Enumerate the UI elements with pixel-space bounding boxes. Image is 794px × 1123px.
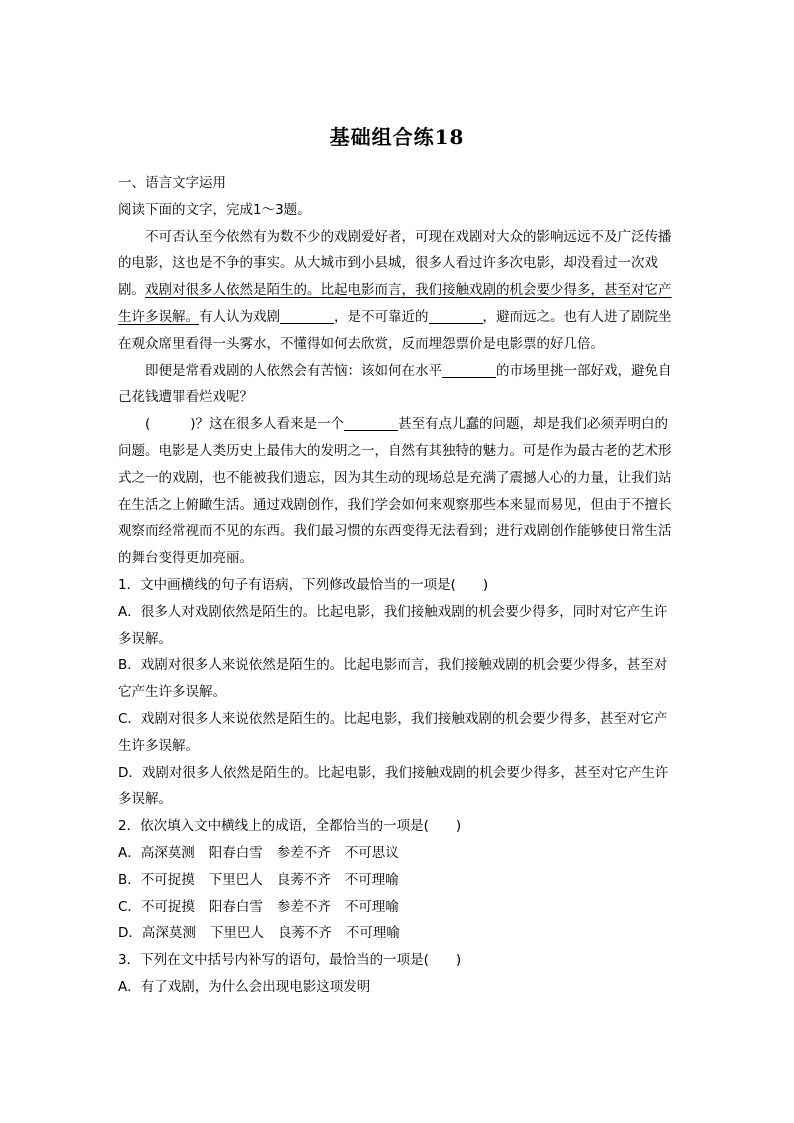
question-3-option-a: A．有了戏剧，为什么会出现电影这项发明 [118, 978, 371, 995]
passage-text: )？这在很多人看来是一个 [190, 416, 345, 433]
instruction: 阅读下面的文字，完成1～3题。 [118, 201, 311, 218]
idiom: 高深莫测 [141, 925, 196, 942]
idiom: 阳春白雪 [208, 844, 263, 861]
question-1-option-d: D．戏剧对很多人依然是陌生的。比起电影，我们接触戏剧的机会要少得多，甚至对它产生许多误解。 [118, 764, 669, 808]
question-2-option-a [118, 840, 678, 867]
option-label: A． [118, 844, 141, 861]
passage-text: ，是不可靠近的 [334, 308, 429, 325]
question-1-option-c: C．戏剧对很多人来说依然是陌生的。比起电影，我们接触戏剧的机会要少得多，甚至对它产生许多误解。 [118, 710, 668, 754]
passage-paragraph-2 [118, 358, 678, 412]
passage-text: 即便是常看戏剧的人依然会有苦恼：该如何在水平 [145, 362, 442, 379]
passage-text: 的市场里挑一部好戏，避免自己花钱遭罪看烂戏呢？ [118, 362, 672, 406]
underlined-sentence: 戏剧对很多人依然是陌生的。比起电影而言，我们接触戏剧的机会要少得多，甚至对它产生许多误解。 [118, 282, 672, 325]
fill-blank-3 [442, 363, 496, 378]
idiom: 良莠不齐 [276, 871, 331, 888]
option-label: C． [118, 898, 141, 915]
passage-text: 有人认为戏剧 [199, 308, 280, 325]
page-title: 基础组合练18 [329, 125, 465, 149]
idiom: 下里巴人 [209, 925, 264, 942]
question-2-option-d [118, 920, 678, 947]
idiom: 不可捉摸 [140, 871, 195, 888]
option-label: B． [118, 871, 141, 888]
question-1-stem: 1．文中画横线的句子有语病，下列修改最恰当的一项是( ) [118, 576, 489, 593]
bracket-open: ( [145, 416, 151, 433]
idiom: 不可理喻 [344, 898, 399, 915]
idiom: 不可理喻 [345, 925, 400, 942]
idiom: 高深莫测 [140, 844, 195, 861]
idiom: 良莠不齐 [277, 925, 332, 942]
question-2-option-b [118, 867, 678, 894]
section-heading: 一、语言文字运用 [118, 175, 226, 191]
question-2-option-c [118, 894, 678, 921]
passage-text: 甚至有点儿蠢的问题，却是我们必须弄明白的问题。电影是人类历史上最伟大的发明之一，自然有其独特的魅力。可是作为最古老的艺术形式之一的戏剧，也不能被我们遗忘，因为其生动的现场总是充满了震撼人心的力量，让我们站在生活之上俯瞰生活。通过戏剧创作，我们学会如何来观察那些本来显而易见，但由于不擅长观察而经常视而不见的东西。我们最习惯的东西变得无法看到；进行戏剧创作能够使日常生活的舞台变得更加亮丽。 [118, 416, 672, 567]
question-2-stem: 2．依次填入文中横线上的成语，全都恰当的一项是( ) [118, 818, 462, 835]
idiom: 下里巴人 [208, 871, 263, 888]
option-label: D． [118, 925, 142, 942]
idiom: 参差不齐 [276, 844, 331, 861]
idiom: 不可理喻 [344, 871, 399, 888]
passage-paragraph-1 [118, 224, 678, 358]
question-1-option-b: B．戏剧对很多人来说依然是陌生的。比起电影而言，我们接触戏剧的机会要少得多，甚至对它产生许多误解。 [118, 657, 668, 701]
passage-paragraph-3 [118, 411, 678, 572]
question-1-option-a: A．很多人对戏剧依然是陌生的。比起电影，我们接触戏剧的机会要少得多，同时对它产生许多误解。 [118, 603, 668, 647]
fill-blank-2 [429, 309, 483, 324]
question-3-stem: 3．下列在文中括号内补写的语句，最恰当的一项是( ) [118, 952, 462, 969]
fill-blank-4 [344, 416, 398, 431]
passage-text: ，避而远之。也有人进了剧院坐在观众席里看得一头雾水，不懂得如何去欣赏，反而埋怨票价是电影票的好几倍。 [118, 308, 672, 352]
document-content [118, 170, 678, 1001]
fill-blank-1 [280, 309, 334, 324]
idiom: 不可捉摸 [140, 898, 195, 915]
idiom: 不可思议 [344, 844, 399, 861]
idiom: 参差不齐 [276, 898, 331, 915]
idiom: 阳春白雪 [208, 898, 263, 915]
passage-text: 不可否认至今依然有为数不少的戏剧爱好者，可现在戏剧对大众的影响远远不及广泛传播的电影，这也是不争的事实。从大城市到小县城，很多人看过许多次电影，却没看过一次戏剧。 [118, 228, 672, 299]
